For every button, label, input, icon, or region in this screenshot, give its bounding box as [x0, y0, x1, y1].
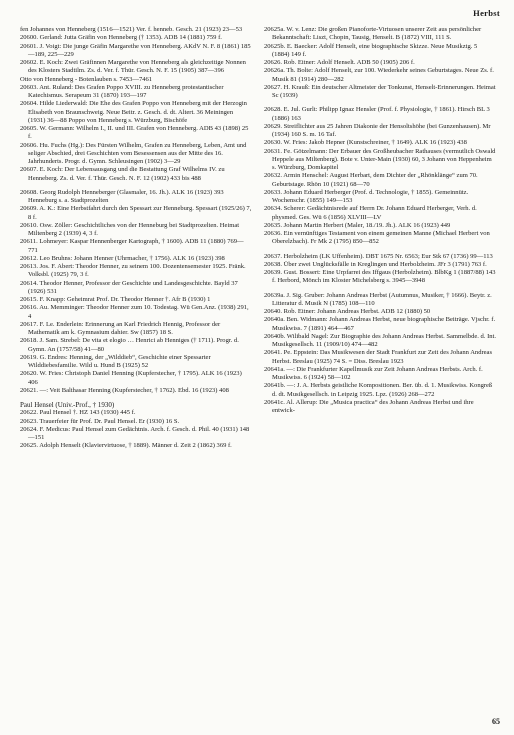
bib-entry: 20625b. E. Baecker: Adolf Henselt, eine biographische Skizze. Neue Musikztg. 5 (1884) 149 f. — [264, 42, 478, 58]
bib-entry: fen Johannes von Henneberg (1516—1521) Ver. f. henneb. Gesch. 21 (1923) 23—53 — [20, 26, 243, 33]
bib-entry: 20630. W. Fries: Jakob Hepner (Kunstschreiner, † 1649). ALK 16 (1923) 438 — [264, 139, 467, 147]
bib-entry: 20612. Leo Bruhns: Johann Henner (Uhrmacher, † 1756). ALK 16 (1923) 398 — [20, 254, 225, 262]
bib-entry: 20639. Gust. Bossert: Eine Urpfarrei des Iffgaus (Herbolzheim). BlbKg 1 (1887/88) 143 f. Herbord, Mönch im Kloster Michelsberg s. 3945—3948 — [264, 269, 496, 285]
bib-entry: 20631. Fe. Götzelmann: Der Erbauer des Großheubacher Rathauses (vermutlich Oswald Heppele aus Miltenberg). Bote v. Unter-Main (1930) 60, 3 Johann von Heppenheim s. Würzburg, Domkapitel — [264, 147, 496, 171]
bib-entry: 20611. Lohmeyer: Kaspar Hennenberger Kartograph, † 1600). ADB 11 (1880) 769—771 — [20, 238, 244, 254]
bib-entry: 20636. Ein vernünftiges Testament von einem gemeinen Manne (Michael Herbert von Oberelzbach). Fr Mk 2 (1795) 850—852 — [264, 230, 490, 246]
bib-entry: 20620. W. Fries: Christoph Daniel Henning (Kupferstecher, † 1795). ALK 16 (1923) 406 — [20, 370, 242, 386]
bib-entry: 20614. Theodor Henner, Professor der Geschichte und Landesgeschichte. Bayld 37 (1926) 531 — [20, 279, 238, 295]
bib-entry: 20617. F. Le. Enderlein: Erinnerung an Karl Friedrich Hennig, Professor der Mathematik am k. Gymnasium dahier. Sw (1857) 18 S. — [20, 320, 221, 336]
bib-entry: 20618. J. Sam. Strebel: De vita et elogio … Henrici ab Henniges († 1711). Progr. d. Gymn. An (1757/58) 41—80 — [20, 337, 239, 353]
bib-entry: 20637. Herbolzheim (LK Uffenheim). DBT 1675 Nr. 6563; Eur Stk 67 (1736) 99—113 — [264, 252, 493, 260]
running-header: Herbst — [473, 8, 500, 18]
bib-entry: 20605. W. Germann: Wilhelm I., II. und III. Grafen von Henneberg. ADB 43 (1898) 25 f. — [20, 125, 249, 141]
bib-entry: 20601. J. Voigt: Die junge Gräfin Margarethe von Henneberg. AKdV N. F. 8 (1861) 185—189, 225—229 — [20, 42, 251, 58]
bib-entry: 20609. A. K.: Eine Herbstfahrt durch den Spessart zur Henneburg. Spessart (1925/26) 7, 8 f. — [20, 205, 252, 221]
bib-entry: 20607. E. Koch: Der Lebensausgang und die Bestattung Graf Wilhelms IV. zu Henneberg. Zs. d. Ver. f. Thür. Gesch. N. F. 12 (1902) 433 bis 488 — [20, 166, 225, 182]
person-heading: Paul Hensel (Univ.-Prof., † 1930) — [20, 401, 115, 409]
bib-entry: 20632. Armin Henschel: August Herbart, dem Dichter der „Rhönklänge“ zum 70. Geburtstage. Rhön 10 (1921) 68—70 — [264, 172, 478, 188]
bib-entry: 20624. F. Medicus: Paul Hensel zum Gedächtnis. Arch. f. Gesch. d. Phil. 40 (1931) 148—151 — [20, 425, 250, 441]
bib-entry: 20639a. J. Sig. Gruber: Johann Andreas Herbst (Autumnus, Musiker, † 1666). Beytr. z. Litteratur d. Musik N (1785) 108—110 — [264, 291, 492, 307]
bib-entry: 20640a. Ben. Widmann: Johann Andreas Herbst, neue biographische Beiträge. Vjschr. f. Musikwiss. 7 (1891) 464—467 — [264, 316, 496, 332]
bib-entry: 20633. Johann Eduard Herberger (Prof. d. Technologie, † 1855). Gemeinnütz. Wochenschr. (1855) 149—153 — [264, 188, 469, 204]
bib-entry: 20615. F. Knapp: Geheimrat Prof. Dr. Theodor Henner †. Afr B (1930) 1 — [20, 296, 211, 303]
bib-entry: 20634. Scherer: Gedächtnisrede auf Herrn Dr. Johann Eduard Herberger, Verh. d. physmed. Ges. Wü 6 (1856) XLVIII—LV — [264, 205, 477, 221]
page-number: 65 — [492, 717, 500, 726]
bib-entry: 20623. Trauerfeier für Prof. Dr. Paul Hensel. Er (1930) 16 S. — [20, 417, 180, 425]
bib-entry: 20641. Pe. Eppstein: Das Musikwesen der Stadt Frankfurt zur Zeit des Johann Andreas Herbst. Breslau (1925) 74 S. = Diss. Breslau 1923 — [264, 349, 493, 365]
bib-entry: 20635. Johann Martin Herbert (Maler, 18./19. Jh.). ALK 16 (1923) 449 — [264, 221, 451, 229]
bib-entry: 20641a. —: Die Frankfurter Kapellmusik zur Zeit Johann Andreas Herbsts. Arch. f. Musikwiss. 6 (1924) 58—102 — [264, 365, 483, 381]
bib-entry: 20616. Au. Memminger: Theodor Henner zum 10. Todestag. Wü Gen.Anz. (1938) 291, 4 — [20, 304, 249, 320]
bib-entry: 20625a. W. v. Lenz: Die großen Pianoforte-Virtuosen unserer Zeit aus persönlicher Bekanntschaft: Liszt, Chopin, Tausig, Henselt. B (1872) VIII, 111 S. — [264, 26, 482, 42]
bib-entry: 20640. Rob. Eitner: Johann Andreas Herbst. ADB 12 (1880) 50 — [264, 308, 431, 315]
bib-entry: Otto von Henneberg - Botenlauben s. 7453—7461 — [20, 75, 153, 83]
bib-entry: 20608. Georg Rudolph Henneberger (Glasmaler, 16. Jh.). ALK 16 (1923) 393 Henneburg s. a. Stadtprozelten — [20, 188, 224, 204]
right-column — [264, 26, 496, 415]
bib-entry: 20622. Paul Hensel †. HZ 143 (1930) 445 f. — [20, 409, 136, 417]
bib-entry: 20602. E. Koch: Zwei Gräfinnen Margarethe von Henneberg als gleichzeitige Nonnen des Klosters Stadtilm. Zs. d. Ver. f. Thür. Gesch. N. F. 15 (1905) 387—396 — [20, 59, 246, 75]
bib-entry: 20629. Streiflichter aus 25 Jahren Diakonie der Hensoltshöhe (bei Gunzenhausen). Mr (1934) 160 S. m. 16 Taf. — [264, 122, 491, 138]
left-column — [20, 26, 252, 451]
bib-entry: 20604. Hilde Liederwald: Die Ehe des Grafen Poppo von Henneberg mit der Herzogin Elisabeth von Braunschweig. Neue Beitr. z. Gesch. d. dt. Altert. 36 Meiningen (1931) 36—88 Poppo von Henneberg s. Würzburg, Bischöfe — [20, 100, 247, 124]
bib-entry: 20625. Adolph Henselt (Klaviervirtuose, † 1889). Männer d. Zeit 2 (1862) 369 f. — [20, 442, 232, 450]
bib-entry: 20613. Jos. F. Abert: Theodor Henner, zu seinem 100. Dozentensemester 1925. Fränk. Volksbl. (1925) 79, 3 f. — [20, 263, 246, 279]
bib-entry: 20626a. Th. Bolte: Adolf Henselt, zur 100. Wiederkehr seines Geburtstages. Neue Zs. f. Musik 81 (1914) 280—282 — [264, 67, 494, 83]
bib-entry: 20627. H. Krauß: Ein deutscher Altmeister der Tonkunst, Henselt-Erinnerungen. Heimat Sc (1939) — [264, 83, 496, 99]
bib-entry: 20606. Hu. Fuchs (Hg.): Des Fürsten Wilhelm, Grafen zu Henneberg, Leben, Amt und seliger Abschied, drei Geschichten vom Besessensen aus der Mitte des 16. Jahrhunderts. Progr. d. Gymn. Schleusingen (1902) 3—29 — [20, 141, 247, 165]
bib-entry: 20638. Über zwei Unglücksfälle in Kreglingen und Herbolzheim. JFr 3 (1791) 763 f. — [264, 260, 487, 268]
bib-entry: 20621. —: Veit Balthasar Henning (Kupferstecher, † 1762). Ebd. 16 (1923) 408 — [20, 386, 229, 394]
bib-entry: 20610. Osw. Zöller: Geschichtliches von der Henneburg bei Stadtprozelten. Heimat Miltenberg 2 (1939) 4, 3 f. — [20, 221, 240, 237]
bib-entry: 20619. G. Endres: Henning, der „Wilddieb“, Geschichte einer Spessarter Wilddiebesfamilie. Wild u. Hund B (1925) 52 — [20, 353, 211, 369]
bib-entry: 20600. Gerland: Jutta Gräfin von Henneberg († 1353). ADB 14 (1881) 759 f. — [20, 34, 222, 42]
bib-entry: 20641b. —: J. A. Herbsts geistliche Kompositionen. Ber. üb. d. 1. Musikwiss. Kongreß d. dt. Musikgesellsch. in Leipzig 1925. Lpz. (1926) 268—272 — [264, 382, 493, 398]
bib-entry: 20626. Rob. Eitner: Adolf Henselt. ADB 50 (1905) 206 f. — [264, 59, 415, 66]
bib-entry: 20628. E. Jul. Gurlt: Philipp Ignaz Hensler (Prof. f. Physiologie, † 1861). Hirsch BL 3 (1886) 163 — [264, 106, 490, 122]
bib-entry: 20641c. Al. Allerup: Die „Musica practica“ des Johann Andreas Herbst und ihre entwick- — [264, 398, 474, 414]
bib-entry: 20640b. Wilibald Nagel: Zur Biographie des Johann Andreas Herbst. Sammelbde. d. Int. Musikgesellsch. 11 (1909/10) 474—482 — [264, 332, 496, 348]
bib-entry: 20603. Ant. Ruland: Des Grafen Poppo XVIII. zu Henneberg protestantischer Katechismus. Serapeum 31 (1870) 193—197 — [20, 83, 224, 99]
